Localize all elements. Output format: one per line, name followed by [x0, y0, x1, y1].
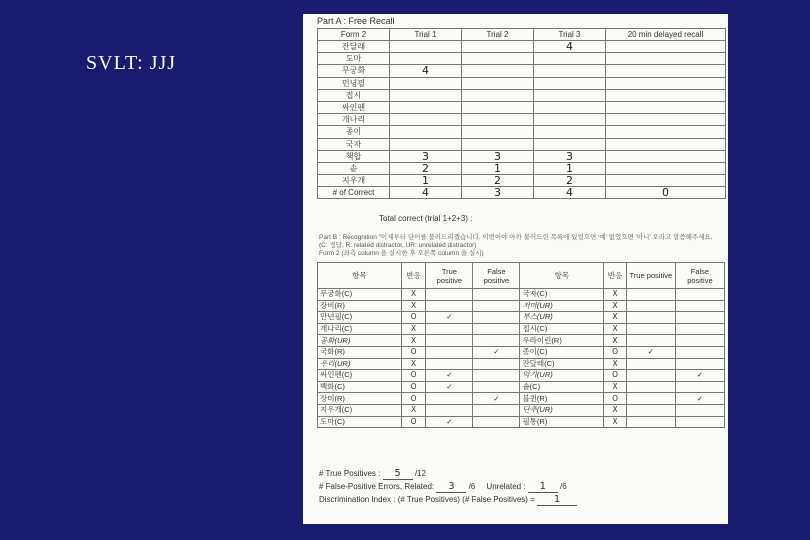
recognition-item-cell: 만년필(C) — [318, 312, 402, 324]
recognition-item-cell: 우라이린(R) — [520, 335, 604, 347]
recall-score-cell: 2 — [462, 175, 534, 187]
recognition-false-positive-cell — [473, 358, 520, 370]
recall-score-cell — [390, 126, 462, 138]
recognition-true-positive-cell — [426, 335, 473, 347]
recall-score-cell: 3 — [462, 187, 534, 199]
recall-item-cell: 도마 — [318, 53, 390, 65]
recognition-response-cell: X — [604, 289, 626, 301]
recall-score-cell: 4 — [390, 187, 462, 199]
recall-score-cell — [606, 175, 726, 187]
recognition-false-positive-cell: ✓ — [473, 393, 520, 405]
recognition-true-positive-cell — [626, 358, 675, 370]
recognition-response-cell: X — [401, 404, 426, 416]
recognition-response-cell: X — [604, 381, 626, 393]
recall-score-cell — [390, 89, 462, 101]
recognition-true-positive-cell: ✓ — [426, 370, 473, 382]
free-recall-row — [318, 162, 726, 174]
recall-score-cell: 1 — [462, 162, 534, 174]
recognition-row — [318, 312, 725, 324]
recognition-false-positive-cell — [675, 335, 724, 347]
recognition-item-cell: 블퀸(R) — [520, 393, 604, 405]
recognition-true-positive-cell — [426, 346, 473, 358]
recognition-response-cell: X — [604, 323, 626, 335]
free-recall-row — [318, 126, 726, 138]
recognition-true-positive-cell: ✓ — [426, 381, 473, 393]
recognition-true-positive-cell — [426, 404, 473, 416]
recognition-row — [318, 358, 725, 370]
recall-score-cell — [462, 77, 534, 89]
part-b-instructions — [319, 234, 719, 258]
recognition-item-cell: 장비(R) — [318, 300, 402, 312]
recognition-false-positive-cell — [675, 381, 724, 393]
recognition-response-cell: X — [604, 404, 626, 416]
recognition-false-positive-cell — [473, 300, 520, 312]
total-correct-label: Total correct (trial 1+2+3) : — [379, 214, 473, 223]
recall-score-cell — [390, 101, 462, 113]
recognition-false-positive-cell — [473, 323, 520, 335]
recall-score-cell — [534, 101, 606, 113]
recognition-response-cell: X — [401, 335, 426, 347]
recall-score-cell — [606, 41, 726, 53]
recall-score-cell: 0 — [606, 187, 726, 199]
recognition-response-cell: O — [401, 416, 426, 428]
recognition-false-positive-cell — [473, 370, 520, 382]
recall-score-cell — [606, 89, 726, 101]
recognition-row — [318, 404, 725, 416]
recall-score-cell: 3 — [534, 150, 606, 162]
part-b-instructions-text: Part B : Recognition "이제부터 단어를 불러드리겠습니다. 이번이야 아까 불러드린 목록에 있었으면 '예' 없었으면 '아니' 오라고 말씀해주세요. (C: 정답, R: related distractor, UR: unrelated distractor) — [319, 234, 713, 249]
recognition-response-cell: X — [604, 416, 626, 428]
recognition-item-cell: 부스(UR) — [520, 312, 604, 324]
recognition-true-positive-cell — [626, 416, 675, 428]
recognition-item-cell: 공화(UR) — [318, 335, 402, 347]
recall-score-cell — [390, 114, 462, 126]
recall-score-cell — [462, 65, 534, 77]
recall-item-cell: 국자 — [318, 138, 390, 150]
recall-score-cell — [390, 138, 462, 150]
recall-item-cell: 민녕필 — [318, 77, 390, 89]
free-recall-row — [318, 187, 726, 199]
recall-score-cell — [606, 53, 726, 65]
recognition-response-cell: O — [401, 346, 426, 358]
recognition-row — [318, 370, 725, 382]
free-recall-table — [317, 28, 726, 199]
recognition-false-positive-cell: ✓ — [675, 370, 724, 382]
recognition-item-cell: 필통(R) — [520, 416, 604, 428]
recall-score-cell — [462, 114, 534, 126]
recognition-response-cell: X — [401, 358, 426, 370]
recognition-response-cell: X — [604, 335, 626, 347]
related-max: /6 — [468, 482, 476, 491]
recall-score-cell — [390, 77, 462, 89]
recognition-item-cell: 국화(R) — [318, 346, 402, 358]
recall-score-cell — [462, 101, 534, 113]
header-form: Form 2 — [318, 29, 390, 41]
free-recall-row — [318, 150, 726, 162]
recognition-true-positive-cell — [626, 300, 675, 312]
recognition-item-cell: 도마(C) — [318, 416, 402, 428]
recognition-true-positive-cell — [626, 323, 675, 335]
free-recall-row — [318, 65, 726, 77]
recognition-row — [318, 323, 725, 335]
recognition-false-positive-cell — [675, 404, 724, 416]
recall-score-cell — [606, 138, 726, 150]
recall-item-cell: 솥 — [318, 162, 390, 174]
recall-score-cell — [462, 138, 534, 150]
recognition-true-positive-cell: ✓ — [426, 312, 473, 324]
recall-item-cell: 접시 — [318, 89, 390, 101]
recall-score-cell — [606, 150, 726, 162]
recall-score-cell: 4 — [534, 187, 606, 199]
free-recall-row — [318, 41, 726, 53]
free-recall-row — [318, 101, 726, 113]
recognition-item-cell: 단추(UR) — [520, 404, 604, 416]
recall-item-cell: 책합 — [318, 150, 390, 162]
recognition-response-cell: O — [401, 312, 426, 324]
recognition-false-positive-cell: ✓ — [675, 393, 724, 405]
recognition-item-cell: 무궁화(C) — [318, 289, 402, 301]
recognition-false-positive-cell — [473, 381, 520, 393]
header-trial-1: Trial 1 — [390, 29, 462, 41]
recall-item-cell: 종이 — [318, 126, 390, 138]
recognition-item-cell: 접시(C) — [520, 323, 604, 335]
recall-score-cell: 3 — [462, 150, 534, 162]
header-true-positive-right: True positive — [626, 263, 675, 289]
unrelated-max: /6 — [560, 482, 567, 491]
recall-score-cell — [534, 65, 606, 77]
recognition-header-row — [318, 263, 725, 289]
header-response-right: 반응 — [604, 263, 626, 289]
header-response-left: 반응 — [401, 263, 426, 289]
recognition-false-positive-cell — [473, 312, 520, 324]
true-positives-line — [319, 468, 426, 480]
recall-score-cell — [534, 126, 606, 138]
free-recall-row — [318, 114, 726, 126]
header-trial-2: Trial 2 — [462, 29, 534, 41]
recognition-item-cell: 악기(UR) — [520, 370, 604, 382]
recognition-item-cell: 장미(R) — [318, 393, 402, 405]
part-b-form-note: Form 2 (좌측 column 을 실시한 후 오른쪽 column 을 실시) — [319, 250, 484, 257]
discrimination-index-line — [319, 494, 577, 506]
header-item-left: 항목 — [318, 263, 402, 289]
recognition-false-positive-cell — [473, 404, 520, 416]
recall-item-cell: 개나리 — [318, 114, 390, 126]
recognition-true-positive-cell — [626, 393, 675, 405]
part-a-title: Part A : Free Recall — [317, 16, 395, 26]
recognition-false-positive-cell — [675, 358, 724, 370]
recognition-false-positive-cell — [675, 323, 724, 335]
unrelated-label: Unrelated : — [486, 482, 526, 491]
recognition-response-cell: X — [401, 300, 426, 312]
recall-score-cell — [606, 162, 726, 174]
recall-item-cell: 싸인펜 — [318, 101, 390, 113]
recognition-item-cell: 싸인펜(C) — [318, 370, 402, 382]
recall-score-cell — [534, 53, 606, 65]
recognition-false-positive-cell — [473, 335, 520, 347]
recognition-true-positive-cell — [626, 335, 675, 347]
recall-score-cell — [606, 65, 726, 77]
recognition-true-positive-cell: ✓ — [626, 346, 675, 358]
recall-score-cell — [534, 114, 606, 126]
recognition-false-positive-cell — [675, 312, 724, 324]
recall-score-cell — [606, 101, 726, 113]
false-positive-label: # False-Positive Errors, Related: — [319, 482, 435, 491]
recognition-item-cell: 잔달래(C) — [520, 358, 604, 370]
recognition-true-positive-cell — [426, 358, 473, 370]
recognition-false-positive-cell: ✓ — [473, 346, 520, 358]
recognition-item-cell: 개나리(C) — [318, 323, 402, 335]
recognition-true-positive-cell — [626, 370, 675, 382]
recognition-false-positive-cell — [675, 416, 724, 428]
recall-score-cell — [390, 41, 462, 53]
recall-score-cell — [390, 53, 462, 65]
recall-score-cell: 4 — [390, 65, 462, 77]
header-delayed: 20 min delayed recall — [606, 29, 726, 41]
recognition-response-cell: O — [401, 381, 426, 393]
header-true-positive-left: True positive — [426, 263, 473, 289]
unrelated-value: 1 — [528, 481, 558, 493]
recognition-response-cell: X — [604, 358, 626, 370]
recognition-item-cell: 백화(C) — [318, 381, 402, 393]
recognition-row — [318, 300, 725, 312]
recall-score-cell — [606, 126, 726, 138]
free-recall-row — [318, 89, 726, 101]
free-recall-row — [318, 53, 726, 65]
recognition-response-cell: O — [604, 346, 626, 358]
recognition-item-cell: 저마(UR) — [520, 300, 604, 312]
header-trial-3: Trial 3 — [534, 29, 606, 41]
recognition-table — [317, 262, 725, 428]
recognition-response-cell: X — [401, 289, 426, 301]
recognition-response-cell: O — [401, 393, 426, 405]
recognition-row — [318, 346, 725, 358]
recognition-false-positive-cell — [473, 289, 520, 301]
recall-item-cell: # of Correct — [318, 187, 390, 199]
header-item-right: 항목 — [520, 263, 604, 289]
recall-item-cell: 지우개 — [318, 175, 390, 187]
true-positives-label: # True Positives : — [319, 469, 381, 478]
recognition-row — [318, 416, 725, 428]
true-positives-value: 5 — [383, 468, 413, 480]
recall-score-cell: 2 — [390, 162, 462, 174]
recognition-item-cell: 종이(C) — [520, 346, 604, 358]
recognition-item-cell: 지우개(C) — [318, 404, 402, 416]
recognition-item-cell: 솥(C) — [520, 381, 604, 393]
discrimination-value: 1 — [537, 494, 577, 506]
scanned-test-form — [303, 14, 728, 524]
recognition-response-cell: X — [604, 312, 626, 324]
recognition-response-cell: X — [604, 300, 626, 312]
recall-score-cell — [606, 77, 726, 89]
recognition-response-cell: O — [401, 370, 426, 382]
recall-score-cell: 2 — [534, 175, 606, 187]
recall-item-cell: 무궁화 — [318, 65, 390, 77]
recognition-true-positive-cell — [626, 404, 675, 416]
recall-score-cell: 1 — [390, 175, 462, 187]
recognition-true-positive-cell — [626, 381, 675, 393]
recognition-false-positive-cell — [675, 289, 724, 301]
slide-title: SVLT: JJJ — [86, 52, 177, 74]
recognition-true-positive-cell — [626, 289, 675, 301]
related-value: 3 — [436, 481, 466, 493]
recognition-item-cell: 국자(C) — [520, 289, 604, 301]
recognition-response-cell: X — [401, 323, 426, 335]
recall-score-cell: 3 — [390, 150, 462, 162]
recognition-true-positive-cell: ✓ — [426, 416, 473, 428]
recall-score-cell — [462, 126, 534, 138]
recognition-true-positive-cell — [426, 323, 473, 335]
recognition-response-cell: O — [604, 370, 626, 382]
free-recall-row — [318, 138, 726, 150]
recall-score-cell: 1 — [534, 162, 606, 174]
recognition-true-positive-cell — [426, 393, 473, 405]
recognition-true-positive-cell — [426, 300, 473, 312]
header-false-positive-left: False positive — [473, 263, 520, 289]
recognition-true-positive-cell — [426, 289, 473, 301]
recall-score-cell — [462, 53, 534, 65]
recall-score-cell — [534, 77, 606, 89]
recognition-response-cell: O — [604, 393, 626, 405]
true-positives-max: /12 — [414, 469, 426, 478]
recall-score-cell — [534, 89, 606, 101]
header-false-positive-right: False positive — [675, 263, 724, 289]
false-positive-line — [319, 481, 567, 493]
recall-item-cell: 잔달래 — [318, 41, 390, 53]
recognition-false-positive-cell — [675, 346, 724, 358]
recognition-item-cell: 우리(UR) — [318, 358, 402, 370]
free-recall-row — [318, 77, 726, 89]
recall-score-cell — [534, 138, 606, 150]
free-recall-row — [318, 175, 726, 187]
recognition-true-positive-cell — [626, 312, 675, 324]
recognition-row — [318, 289, 725, 301]
discrimination-label: Discrimination Index : (# True Positives) (# False Positives) = — [319, 495, 535, 504]
recall-score-cell — [462, 41, 534, 53]
recognition-false-positive-cell — [473, 416, 520, 428]
recall-score-cell — [606, 114, 726, 126]
recall-score-cell: 4 — [534, 41, 606, 53]
recognition-row — [318, 381, 725, 393]
recognition-row — [318, 335, 725, 347]
recall-score-cell — [462, 89, 534, 101]
recognition-row — [318, 393, 725, 405]
free-recall-header-row — [318, 29, 726, 41]
recognition-false-positive-cell — [675, 300, 724, 312]
